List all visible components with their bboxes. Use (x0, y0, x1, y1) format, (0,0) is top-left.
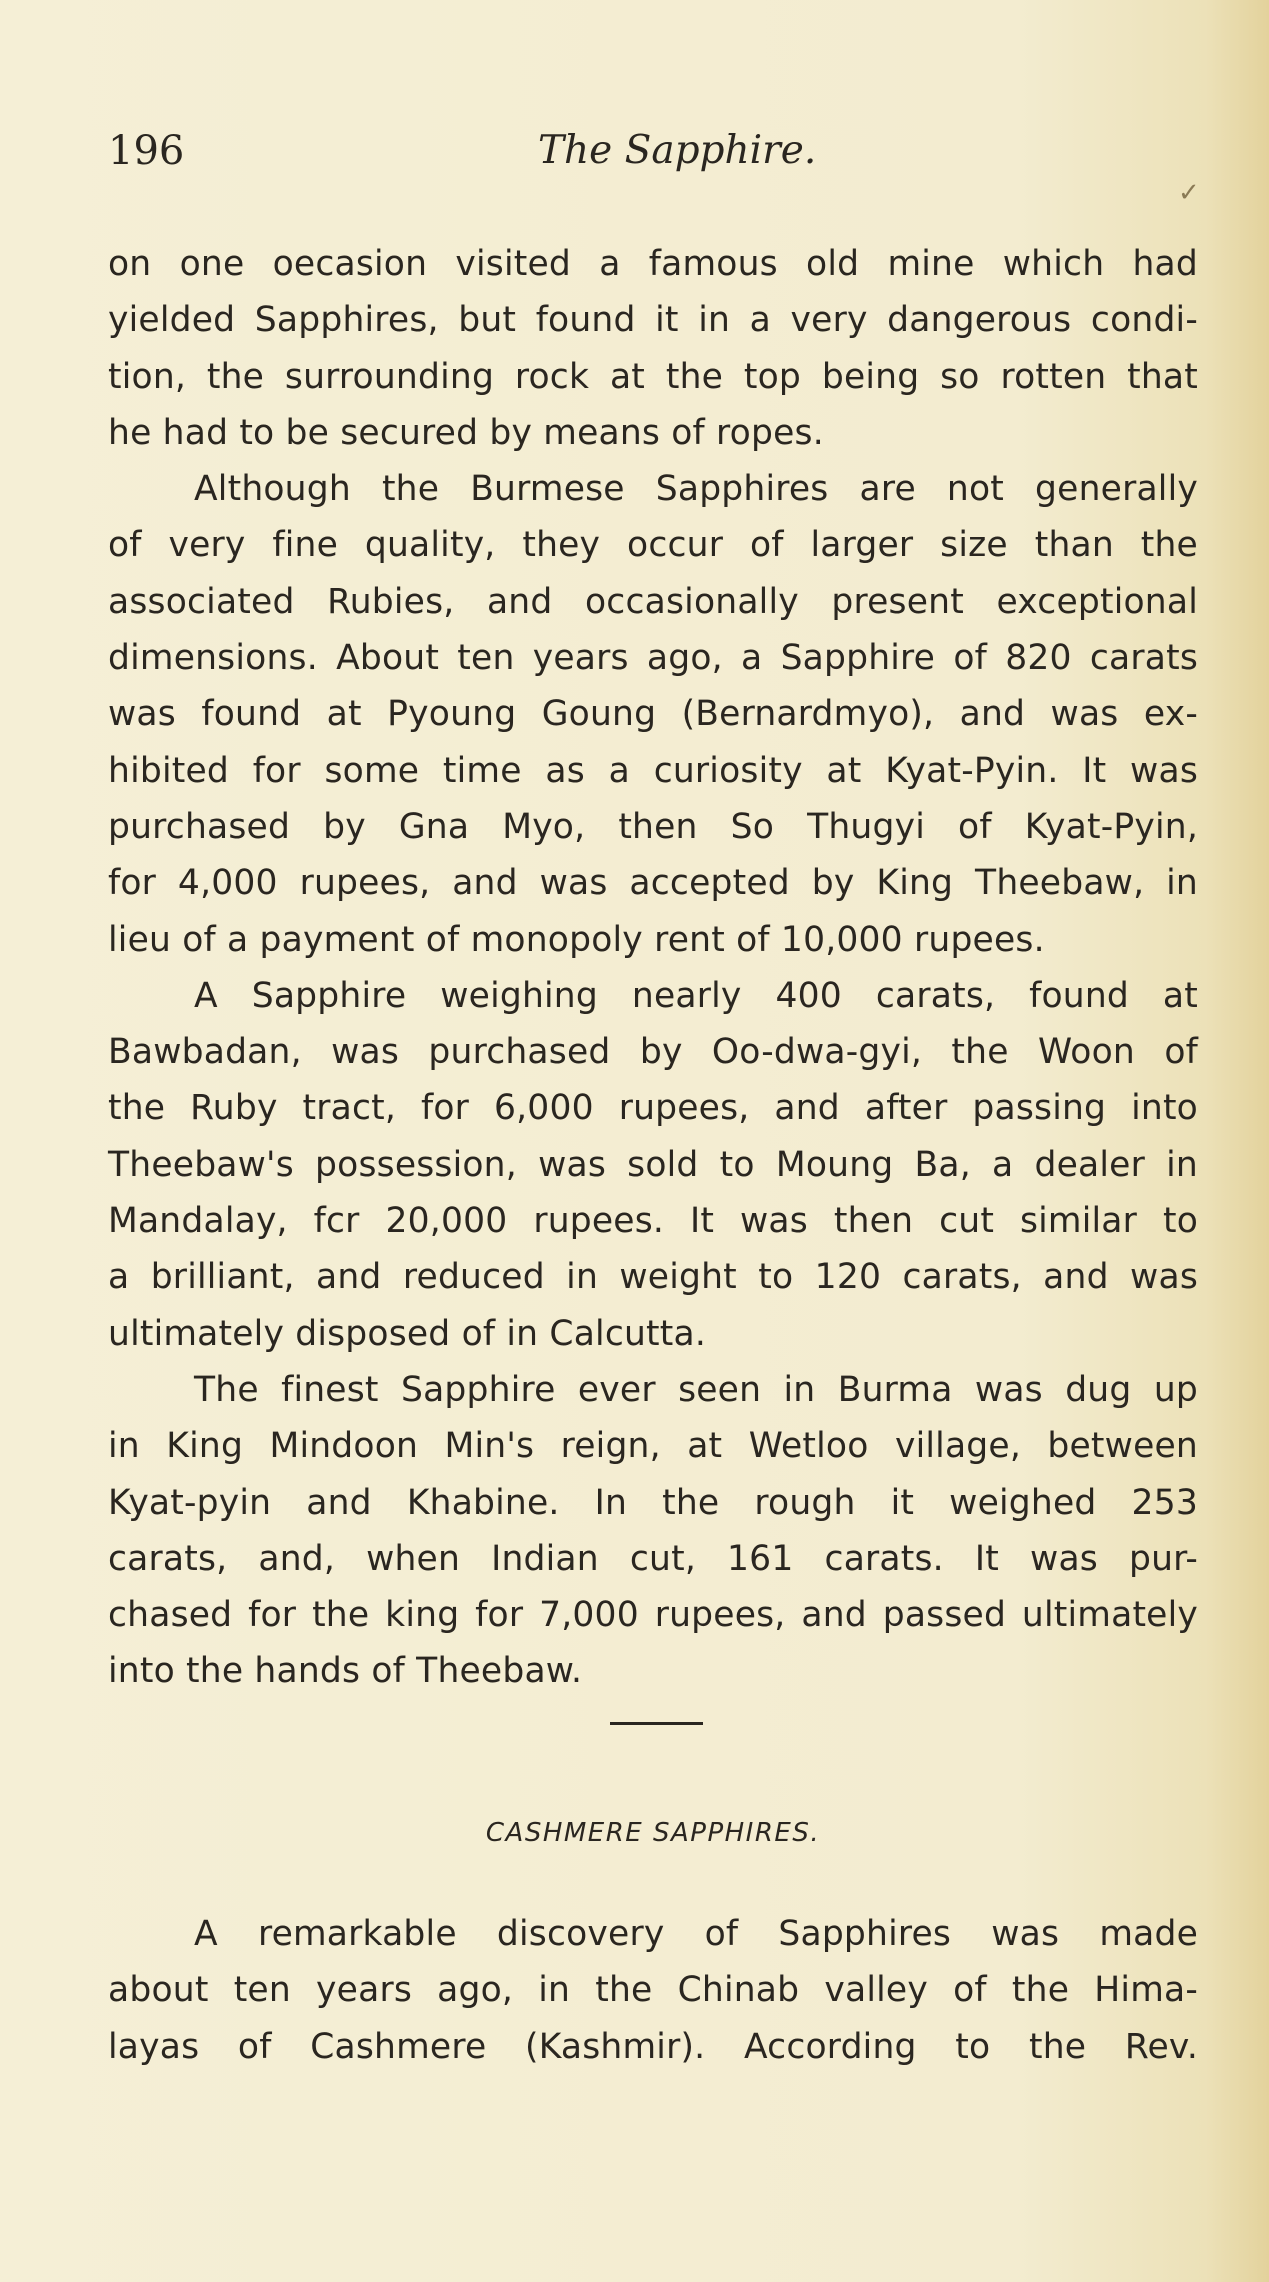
text-line: was found at Pyoung Goung (Bernardmyo), and was ex- (108, 694, 1198, 735)
text-line: Kyat-pyin and Khabine. In the rough it weighed 253 (108, 1482, 1198, 1523)
section-divider (610, 1722, 703, 1725)
text-line: tion, the surrounding rock at the top being so rotten that (108, 356, 1198, 397)
text-line: he had to be secured by means of ropes. (108, 412, 824, 453)
page-header (108, 128, 1200, 208)
text-line: in King Mindoon Min's reign, at Wetloo village, between (108, 1426, 1198, 1467)
text-line: A remarkable discovery of Sapphires was made (194, 1914, 1198, 1954)
text-line: the Ruby tract, for 6,000 rupees, and after passing into (108, 1088, 1198, 1129)
paragraph (108, 236, 1198, 461)
text-line: hibited for some time as a curiosity at Kyat-Pyin. It was (108, 750, 1198, 791)
text-line: yielded Sapphires, but found it in a very dangerous condi- (108, 300, 1198, 341)
paragraph (108, 968, 1198, 1362)
text-line: carats, and, when Indian cut, 161 carats. It was pur- (108, 1538, 1198, 1579)
text-line: Theebaw's possession, was sold to Moung Ba, a dealer in (108, 1144, 1198, 1185)
text-line: ultimately disposed of in Calcutta. (108, 1313, 707, 1354)
text-line: about ten years ago, in the Chinab valley of the Hima- (108, 1970, 1198, 2011)
text-line: for 4,000 rupees, and was accepted by King Theebaw, in (108, 863, 1198, 904)
running-title: The Sapphire. (538, 128, 817, 173)
text-line: Bawbadan, was purchased by Oo-dwa-gyi, the Woon of (108, 1032, 1198, 1073)
text-line: into the hands of Theebaw. (108, 1651, 583, 1692)
text-line: on one oecasion visited a famous old mine which had (108, 244, 1198, 284)
text-line: Although the Burmese Sapphires are not generally (194, 469, 1198, 510)
text-line: A Sapphire weighing nearly 400 carats, found at (194, 975, 1198, 1016)
text-line: purchased by Gna Myo, then So Thugyi of Kyat-Pyin, (108, 806, 1198, 847)
paragraph (108, 461, 1198, 968)
main-text (108, 236, 1198, 1700)
text-line: a brilliant, and reduced in weight to 120 carats, and was (108, 1257, 1198, 1298)
text-line: lieu of a payment of monopoly rent of 10,000 rupees. (108, 919, 1045, 960)
text-line: associated Rubies, and occasionally present exceptional (108, 581, 1198, 622)
text-line: The finest Sapphire ever seen in Burma was dug up (194, 1369, 1198, 1410)
paragraph (108, 1362, 1198, 1700)
text-line: chased for the king for 7,000 rupees, and passed ultimately (108, 1595, 1198, 1636)
text-line: dimensions. About ten years ago, a Sapphire of 820 carats (108, 638, 1198, 679)
text-line: Mandalay, fcr 20,000 rupees. It was then cut similar to (108, 1201, 1198, 1242)
section-text (108, 1906, 1198, 2075)
section-heading: CASHMERE SAPPHIRES. (485, 1818, 821, 1848)
pencil-check-mark: ✓ (1178, 178, 1200, 208)
page-number: 196 (108, 128, 185, 174)
text-line: layas of Cashmere (Kashmir). According to the Rev. (108, 2026, 1198, 2067)
text-line: of very fine quality, they occur of larger size than the (108, 525, 1198, 566)
